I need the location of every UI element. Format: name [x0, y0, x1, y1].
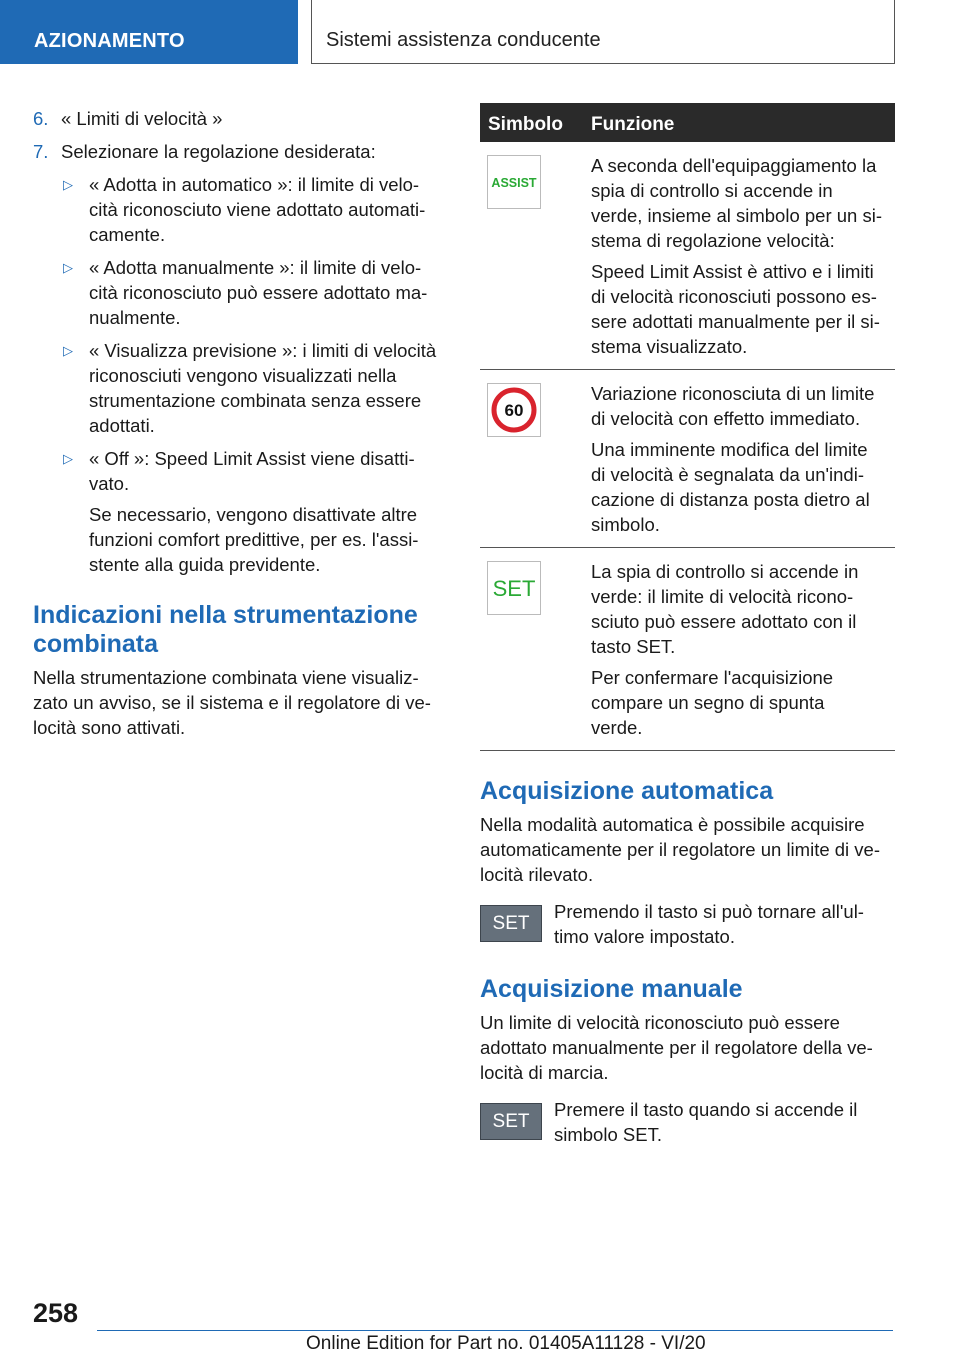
table-header — [480, 103, 895, 142]
set-button-icon: SET — [480, 905, 542, 942]
step-number: 7. — [33, 141, 49, 162]
section-heading: Acquisizione automatica — [480, 777, 774, 805]
section-tab — [0, 0, 298, 64]
option-text: « Off »: Speed Limit Assist viene disatti- vato. — [89, 448, 415, 494]
column-header-symbol: Simbolo — [488, 114, 563, 135]
chapter-tab — [311, 0, 895, 64]
set-button-note — [480, 1097, 895, 1147]
table-row — [480, 548, 895, 751]
step-item — [33, 106, 443, 131]
step-number: 6. — [33, 108, 49, 129]
triangle-bullet-icon: ▷ — [63, 177, 73, 192]
table-row — [480, 142, 895, 370]
option-bullet — [33, 446, 443, 577]
section-heading: Acquisizione manuale — [480, 975, 743, 1003]
triangle-bullet-icon: ▷ — [63, 260, 73, 275]
section-heading: Indicazioni nella strumentazione combinata — [33, 601, 418, 658]
right-column — [480, 103, 895, 1147]
body-paragraph: Nella modalità automatica è possibile acquisire automaticamente per il regolatore un limite di ve- locità rilevato. — [480, 814, 880, 885]
set-button-note — [480, 899, 895, 949]
function-description: A seconda dell'equipaggiamento la spia di controllo si accende in verde, insieme al simbolo per un si- stema di regolazione velocità: Speed Limit Assist è attivo e i limiti di velocità riconosciuti possono es- sere adottati manualmente per il si- stema visualizzato. — [591, 155, 882, 357]
option-bullet — [33, 338, 443, 438]
step-text: « Limiti di velocità » — [61, 108, 223, 129]
table-row — [480, 370, 895, 548]
body-paragraph: Nella strumentazione combinata viene visualiz- zato un avviso, se il sistema e il regolatore di ve- locità sono attivati. — [33, 667, 431, 738]
section-title: AZIONAMENTO — [34, 30, 185, 52]
step-item — [33, 139, 443, 164]
option-text: « Visualizza previsione »: i limiti di velocità riconosciuti vengono visualizzati nella strumentazione combinata senza essere adottati. — [89, 340, 437, 436]
triangle-bullet-icon: ▷ — [63, 451, 73, 466]
left-column — [33, 106, 443, 740]
chapter-title: Sistemi assistenza conducente — [326, 29, 601, 51]
set-indicator-icon — [487, 561, 541, 615]
svg-text:ASSIST: ASSIST — [491, 176, 537, 190]
step-text: Selezionare la regolazione desiderata: — [61, 141, 376, 162]
option-note: Se necessario, vengono disattivate altre funzioni comfort predittive, per es. l'assi- stente alla guida previdente. — [89, 504, 419, 575]
page-number: 258 — [33, 1298, 79, 1328]
column-header-function: Funzione — [591, 114, 675, 135]
edition-footer: Online Edition for Part no. 01405A11128 - VI/20 — [306, 1333, 706, 1354]
assist-indicator-icon — [487, 155, 541, 209]
option-bullet — [33, 172, 443, 247]
speed-limit-sign-icon — [487, 383, 541, 437]
body-paragraph: Un limite di velocità riconosciuto può essere adottato manualmente per il regolatore della ve- locità di marcia. — [480, 1012, 873, 1083]
option-text: « Adotta manualmente »: il limite di velo- cità riconosciuto può essere adottato ma- nualmente. — [89, 257, 428, 328]
option-bullet — [33, 255, 443, 330]
triangle-bullet-icon: ▷ — [63, 343, 73, 358]
function-description: La spia di controllo si accende in verde: il limite di velocità ricono- sciuto può essere adottato con il tasto SET. Per confermare l'acquisizione compare un segno di spunta verde. — [591, 561, 859, 738]
function-description: Variazione riconosciuta di un limite di velocità con effetto immediato. Una imminente modifica del limite di velocità è segnalata da un'indi- cazione di distanza posta dietro al simbolo. — [591, 383, 875, 535]
note-text: Premere il tasto quando si accende il simbolo SET. — [554, 1099, 858, 1145]
svg-text:SET: SET — [492, 576, 536, 601]
option-text: « Adotta in automatico »: il limite di velo- cità riconosciuto viene adottato automati- camente. — [89, 174, 426, 245]
svg-text:60: 60 — [504, 401, 524, 420]
footer-divider — [97, 1330, 893, 1331]
set-button-icon: SET — [480, 1103, 542, 1140]
note-text: Premendo il tasto si può tornare all'ul- timo valore impostato. — [554, 901, 864, 947]
